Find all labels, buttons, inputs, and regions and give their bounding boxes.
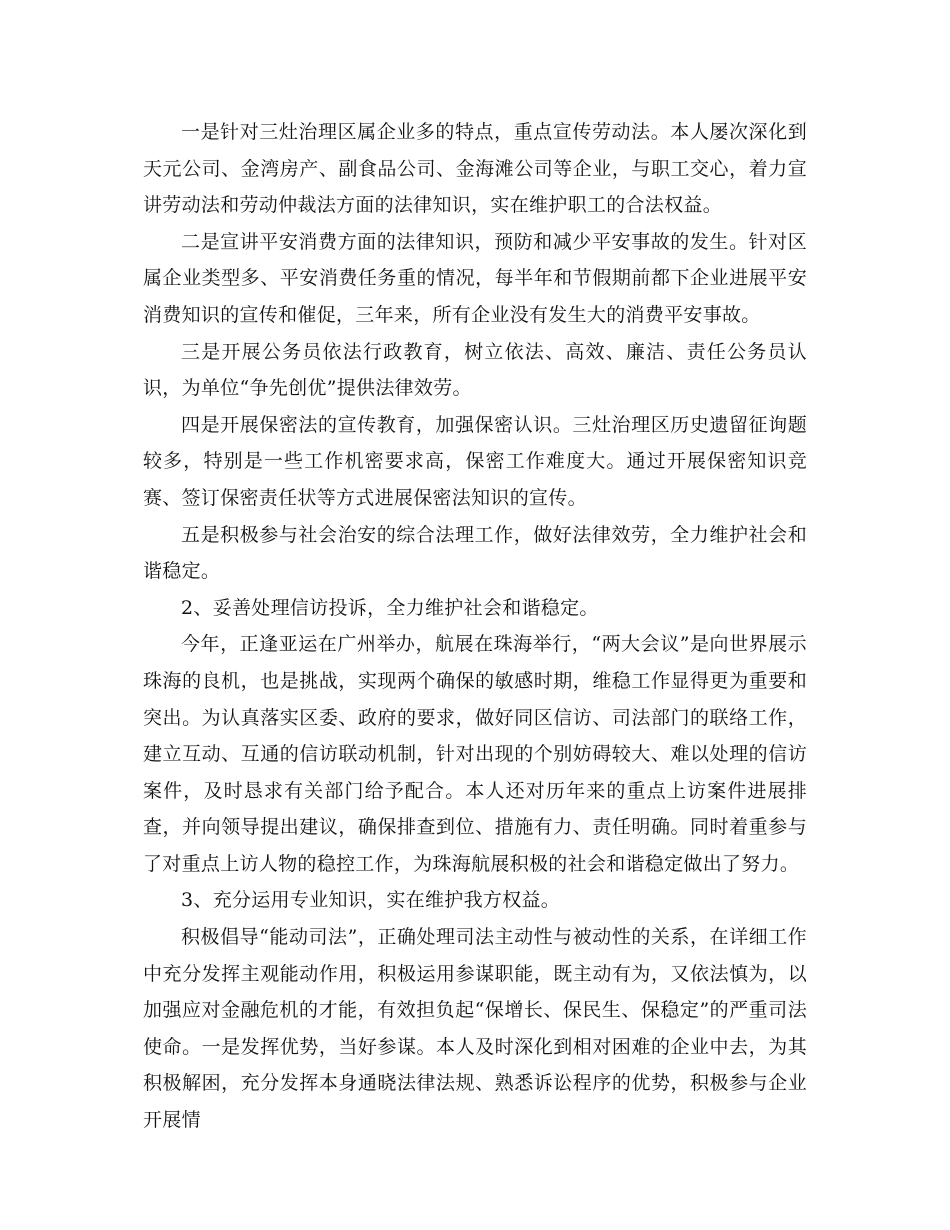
paragraph-active-justice: 积极倡导“能动司法”，正确处理司法主动性与被动性的关系，在详细工作中充分发挥主观能动作用，积极运用参谋职能，既主动有为，又依法慎为，以加强应对金融危机的才能，有效担负起“保增长、保民生、保稳定”的严重司法使命。一是发挥优势，当好参谋。本人及时深化到相对困难的企业中去，为其积极解困，充分发挥本身通晓法律法规、熟悉诉讼程序的优势，积极参与企业开展情: [143, 926, 807, 1132]
section-heading-professional-knowledge: 3、充分运用专业知识，实在维护我方权益。: [181, 889, 561, 912]
paragraph-public-security: 五是积极参与社会治安的综合法理工作，做好法律效劳，全力维护社会和谐稳定。: [143, 523, 807, 583]
section-heading-petitions: 2、妥善处理信访投诉，全力维护社会和谐稳定。: [181, 596, 599, 619]
paragraph-petitions: 今年，正逢亚运在广州举办，航展在珠海举行，“两大会议”是向世界展示珠海的良机，也是挑战，实现两个确保的敏感时期，维稳工作显得更为重要和突出。为认真落实区委、政府的要求，做好同区信访、司法部门的联络工作，建立互动、互通的信访联动机制，针对出现的个别妨碍较大、难以处理的信访案件，及时恳求有关部门给予配合。本人还对历年来的重点上访案件进展排查，并向领导提出建议，确保排查到位、措施有力、责任明确。同时着重参与了对重点上访人物的稳控工作，为珠海航展积极的社会和谐稳定做出了努力。: [143, 633, 807, 875]
paragraph-confidentiality-law: 四是开展保密法的宣传教育，加强保密认识。三灶治理区历史遗留征询题较多，特别是一些工作机密要求高，保密工作难度大。通过开展保密知识竞赛、签订保密责任状等方式进展保密法知识的宣传。: [143, 413, 807, 509]
document-body: [143, 114, 807, 1139]
paragraph-safety-law: 二是宣讲平安消费方面的法律知识，预防和减少平安事故的发生。针对区属企业类型多、平安消费任务重的情况，每半年和节假期前都下企业进展平安消费知识的宣传和催促，三年来，所有企业没有发生大的消费平安事故。: [143, 230, 807, 326]
paragraph-civil-servant-education: 三是开展公务员依法行政教育，树立依法、高效、廉洁、责任公务员认识，为单位“争先创优”提供法律效劳。: [143, 340, 807, 400]
paragraph-labor-law: 一是针对三灶治理区属企业多的特点，重点宣传劳动法。本人屡次深化到天元公司、金湾房产、副食品公司、金海滩公司等企业，与职工交心，着力宣讲劳动法和劳动仲裁法方面的法律知识，实在维护职工的合法权益。: [143, 121, 807, 217]
